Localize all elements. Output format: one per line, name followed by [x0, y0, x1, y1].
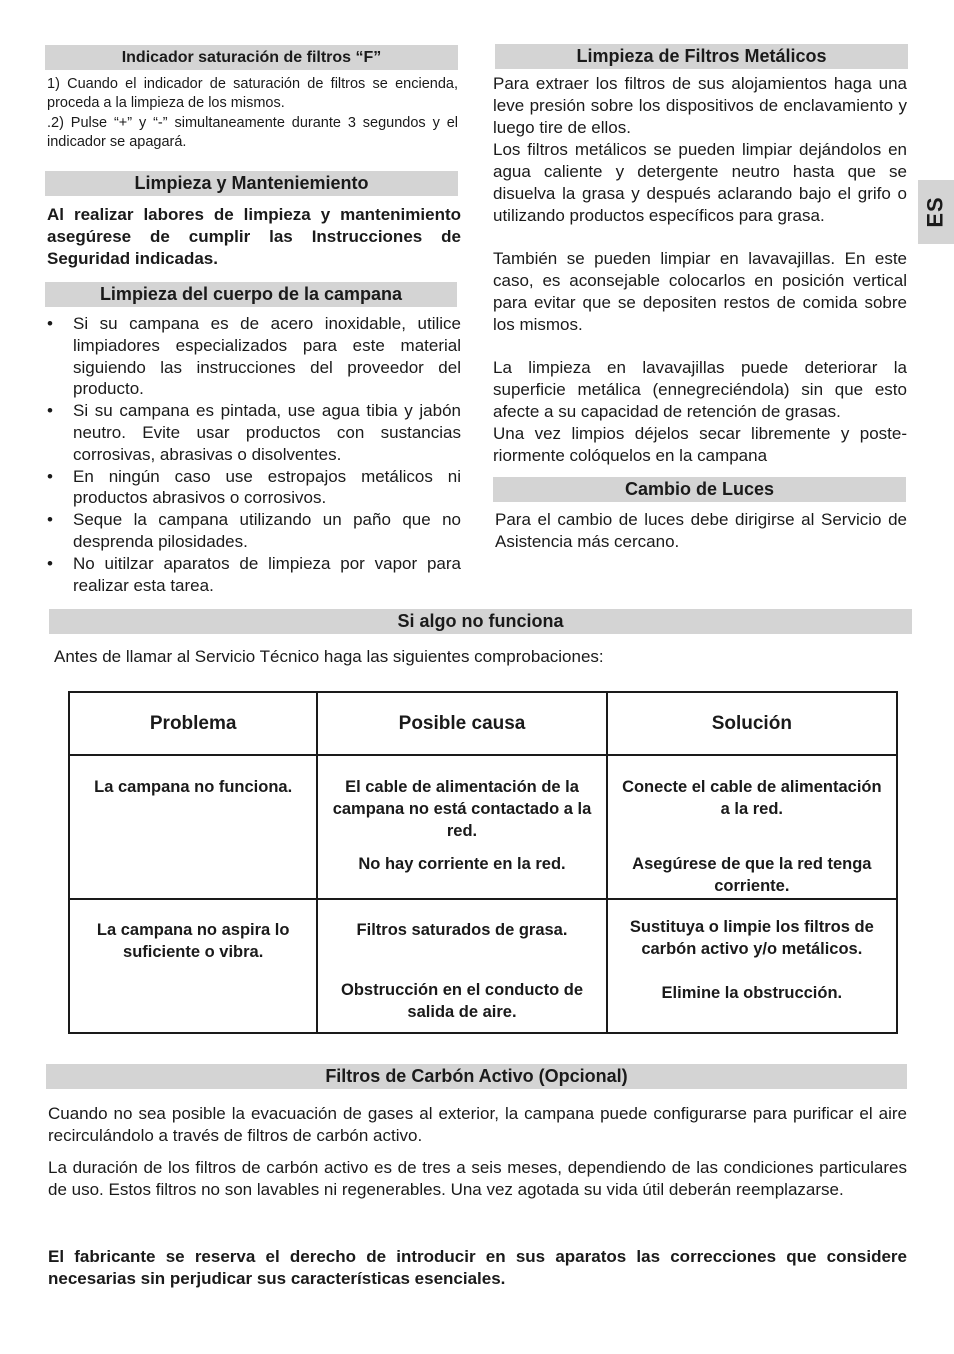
troubleshooting-intro: Antes de llamar al Servicio Técnico haga las siguientes comprobaciones: — [54, 647, 604, 666]
indicator-section-title: Indicador saturación de filtros “F” — [45, 45, 458, 70]
cause-text: No hay corriente en la red. — [358, 855, 566, 873]
lights-section-title: Cambio de Luces — [493, 477, 906, 502]
metal-filters-paragraph-3: También se pueden limpiar en lavavajillas. En este caso, es aconsejable colocarlos en posición vertical para evitar que se depositen restos de comida sobre los mismos. — [493, 249, 907, 334]
table-row — [69, 755, 897, 899]
bullet-mark: • — [47, 510, 53, 530]
lights-text: Para el cambio de luces debe dirigirse al Servicio de Asistencia más cercano. — [495, 510, 907, 551]
solution-text: Conecte el cable de alimentación a la red. — [622, 778, 882, 818]
cause-text: El cable de alimentación de la campana no está contactado a la red. — [332, 778, 592, 840]
table-cell-cause — [317, 899, 606, 1033]
metal-filters-paragraph-4: La limpieza en lavavajillas puede deteriorar la superficie metálica (ennegreciéndola) sin que esto afecte a su capacidad de retención de grasas. — [493, 358, 907, 421]
body-cleaning-list — [47, 313, 461, 596]
metal-filters-paragraph-5: Una vez limpios déjelos secar libremente y poste-riormente colóquelos en la campana — [493, 424, 907, 465]
cause-text: Filtros saturados de grasa. — [356, 921, 568, 939]
maintenance-warning: Al realizar labores de limpieza y mantenimiento asegúrese de cumplir las Instrucciones de Seguridad indicadas. — [47, 205, 461, 268]
column-header-solution: Solución — [607, 692, 897, 755]
language-tab-label: ES — [922, 196, 948, 228]
table-row — [69, 899, 897, 1033]
list-item — [47, 509, 461, 553]
list-item — [47, 400, 461, 465]
solution-text: Sustituya o limpie los filtros de carbón activo y/o metálicos. — [629, 918, 874, 958]
metal-filters-section-title: Limpieza de Filtros Metálicos — [495, 44, 908, 69]
metal-filters-paragraph-2: Los filtros metálicos se pueden limpiar dejándolos en agua caliente y detergente neutro hasta que se disuelva la grasa y después aclarando bajo el grifo o utilizando productos específicos para grasa. — [493, 140, 907, 225]
indicator-step-2: .2) Pulse “+” y “-” simultaneamente durante 3 segundos y el indicador se apagará. — [47, 115, 458, 150]
list-item — [47, 313, 461, 400]
list-item-text: Si su campana es de acero inoxidable, utilice limpiadores especializados para este material siguiendo las instrucciones del proveedor del producto. — [73, 314, 461, 399]
list-item-text: Si su campana es pintada, use agua tibia y jabón neutro. Evite usar productos con sustancias corrosivas, abrasivas o disolventes. — [73, 401, 461, 464]
list-item — [47, 466, 461, 510]
bullet-mark: • — [47, 553, 53, 573]
indicator-step-1: 1) Cuando el indicador de saturación de filtros se encienda, proceda a la limpieza de los mismos. — [47, 76, 458, 111]
metal-filters-paragraph-1: Para extraer los filtros de sus alojamientos haga una leve presión sobre los dispositivos de enclavamiento y luego tire de ellos. — [493, 74, 907, 137]
carbon-filters-paragraph-1: Cuando no sea posible la evacuación de gases al exterior, la campana puede configurarse para purificar el aire recirculándolo a través de filtros de carbón activo. — [48, 1104, 907, 1145]
problem-text: La campana no funciona. — [94, 778, 293, 796]
maintenance-section-title: Limpieza y Manteniemiento — [45, 171, 458, 196]
solution-text: Elimine la obstrucción. — [661, 984, 843, 1002]
bullet-mark: • — [47, 466, 53, 486]
bullet-mark: • — [47, 314, 53, 333]
list-item-text: En ningún caso use estropajos metálicos ni productos abrasivos o corrosivos. — [73, 466, 461, 508]
troubleshooting-section-title: Si algo no funciona — [49, 609, 912, 634]
table-cell-solution — [607, 755, 897, 899]
column-header-cause: Posible causa — [317, 692, 606, 755]
table-cell-problem — [69, 755, 317, 899]
column-header-problem: Problema — [69, 692, 317, 755]
list-item-text: No uitilzar aparatos de limpieza por vapor para realizar esta tarea. — [73, 553, 461, 595]
problem-text: La campana no aspira lo suficiente o vibra. — [96, 921, 290, 961]
table-cell-cause — [317, 755, 606, 899]
bullet-mark: • — [47, 401, 53, 421]
table-cell-problem — [69, 899, 317, 1033]
list-item-text: Seque la campana utilizando un paño que no desprenda pilosidades. — [73, 510, 461, 551]
cause-text: Obstrucción en el conducto de salida de aire. — [340, 981, 584, 1021]
solution-text: Asegúrese de que la red tenga corriente. — [632, 855, 872, 895]
troubleshooting-table — [68, 691, 898, 1034]
body-cleaning-section-title: Limpieza del cuerpo de la campana — [45, 282, 457, 307]
manufacturer-note: El fabricante se reserva el derecho de introducir en sus aparatos las correcciones que considere necesarias sin perjudicar sus características esenciales. — [48, 1247, 907, 1288]
table-header-row — [69, 692, 897, 755]
list-item — [47, 553, 461, 597]
carbon-filters-section-title: Filtros de Carbón Activo (Opcional) — [46, 1064, 907, 1089]
carbon-filters-paragraph-2: La duración de los filtros de carbón activo es de tres a seis meses, dependiendo de las condiciones particulares de uso. Estos filtros no son lavables ni regenerables. Una vez agotada su vida útil deberán reemplazarse. — [48, 1158, 907, 1199]
language-tab — [918, 180, 954, 244]
table-cell-solution — [607, 899, 897, 1033]
